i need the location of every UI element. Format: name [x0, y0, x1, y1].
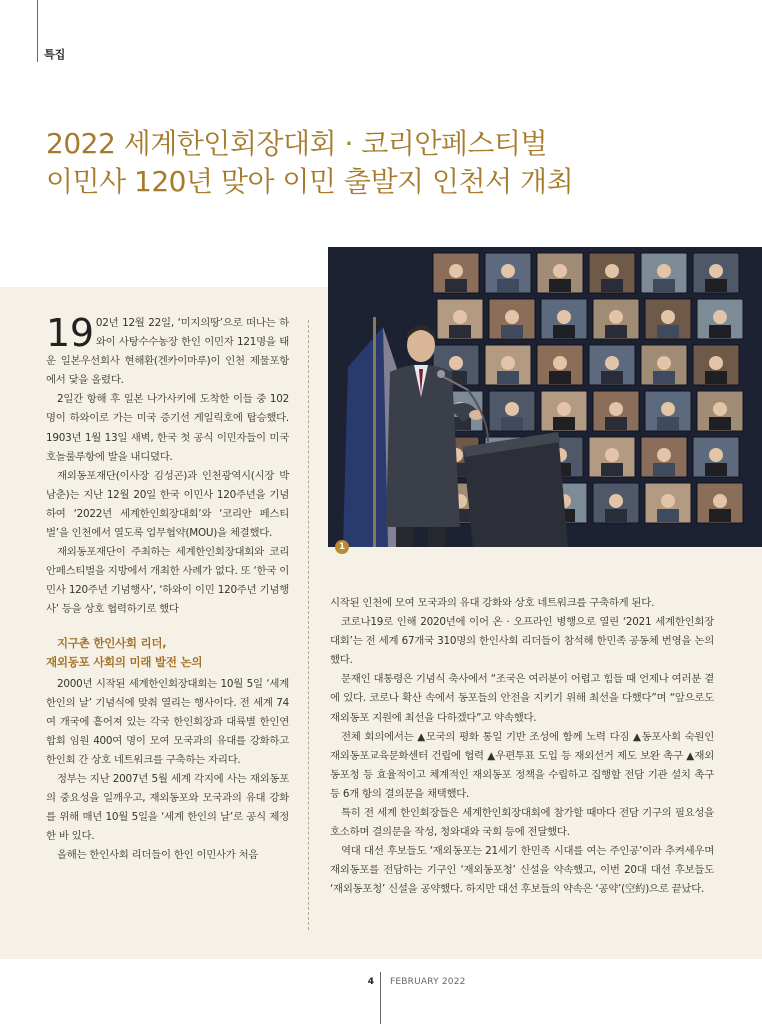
paragraph: 특히 전 세계 한인회장들은 세계한인회장대회에 참가할 때마다 전담 기구의 필요성을 호소하며 결의문을 작성, 청와대와 국회 등에 전달했다.	[330, 807, 714, 839]
video-tile-face	[553, 356, 567, 370]
video-tile-face	[661, 402, 675, 416]
video-tile-body	[657, 325, 679, 338]
video-tile-body	[605, 509, 627, 522]
paragraph: 코로나19로 인해 2020년에 이어 온 · 오프라인 병행으로 열린 ‘2021 세계한인회장대회’는 전 세계 67개국 310명의 한인사회 리더들이 참석해 한민족 공동체 번영을 논의했다.	[330, 616, 714, 667]
right-column	[330, 594, 714, 900]
video-tile-body	[601, 463, 623, 476]
video-tile-body	[553, 325, 575, 338]
video-tile-body	[553, 417, 575, 430]
section-label: 특집	[44, 48, 66, 61]
issue-date: FEBRUARY 2022	[390, 977, 466, 987]
video-tile-body	[705, 371, 727, 384]
video-tile-face	[713, 402, 727, 416]
video-tile-body	[657, 417, 679, 430]
paragraph: 문재인 대통령은 기념식 축사에서 “조국은 여러분이 어렵고 힘들 때 언제나 여러분 곁에 있다. 코로나 확산 속에서 동포들의 안전을 지키기 위해 최선을 다했다”며 “앞으로도 재외동포 지원에 최선을 다하겠다”고 약속했다.	[330, 673, 714, 724]
subheading-line-2: 재외동포 사회의 미래 발전 논의	[46, 654, 203, 669]
video-tile-body	[709, 509, 731, 522]
video-tile-body	[501, 417, 523, 430]
video-tile-body	[549, 371, 571, 384]
footer-rule	[380, 972, 381, 1024]
video-tile-body	[445, 279, 467, 292]
photo-illustration	[328, 247, 762, 547]
video-tile-face	[557, 402, 571, 416]
video-tile-face	[501, 264, 515, 278]
paragraph: 재외동포재단이 주최하는 세계한인회장대회와 코리안페스티벌을 지방에서 개최한 사례가 없다. 또 ‘한국 이민사 120주년 기념행사’, ‘하와이 이민 120주년 기념행사’ 등을 상호 협력하기로 했다	[46, 546, 289, 616]
photo-number-badge: 1	[335, 540, 349, 554]
video-tile-face	[449, 356, 463, 370]
conference-photo	[328, 247, 762, 547]
paragraph: 정부는 지난 2007년 5월 세계 각지에 사는 재외동포의 중요성을 일깨우고, 재외동포와 모국과의 유대 강화를 위해 매년 10월 5일을 ‘세계 한인의 날’로 공식 제정한 바 있다.	[46, 772, 289, 843]
video-tile-body	[449, 325, 471, 338]
subheading-line-1: 지구촌 한인사회 리더,	[57, 635, 167, 650]
video-tile-face	[449, 264, 463, 278]
video-tile-face	[605, 264, 619, 278]
video-tile-face	[609, 494, 623, 508]
video-tile-face	[505, 310, 519, 324]
title-line-2: 이민사 120년 맞아 이민 출발지 인천서 개최	[46, 165, 574, 198]
video-tile-body	[549, 279, 571, 292]
video-tile-face	[557, 310, 571, 324]
video-tile-face	[709, 356, 723, 370]
video-tile-face	[709, 264, 723, 278]
video-tile-body	[653, 279, 675, 292]
video-tile-face	[661, 310, 675, 324]
header-rule	[37, 0, 38, 62]
drop-cap: 19	[46, 311, 94, 355]
column-divider	[308, 320, 309, 930]
video-tile-face	[609, 310, 623, 324]
paragraph: 02년 12월 22일, ‘미지의땅’으로 떠나는 하와이 사탕수수농장 한인 이민자 121명을 태운 일본우선회사 현해환(겐카이마루)이 인천 제물포항에서 닻을 올렸다.	[46, 317, 289, 387]
paragraph: 재외동포재단(이사장 김성곤)과 인천광역시(시장 박남춘)는 지난 12월 20일 한국 이민사 120주년을 기념하여 ‘2022년 세계한인회장대회’와 ‘코리안 페스티벌’을 인천에서 열도록 업무협약(MOU)을 체결했다.	[46, 469, 289, 540]
video-tile-face	[657, 356, 671, 370]
video-tile-face	[501, 356, 515, 370]
video-tile-body	[657, 509, 679, 522]
video-tile-face	[605, 356, 619, 370]
video-tile-body	[501, 325, 523, 338]
paragraph: 2000년 시작된 세계한인회장대회는 10월 5일 ‘세계한인의 날’ 기념식에 맞춰 열리는 행사이다. 전 세계 74여 개국에 흩어져 있는 각국 한인회장과 대륙별 한인연합회 임원 400여 명이 모여 모국과의 유대를 강화하고 한인회 간 상호 네트워크를 구축하는 자리다.	[46, 677, 289, 766]
video-tile-body	[705, 279, 727, 292]
video-tile-face	[709, 448, 723, 462]
video-tile-body	[601, 371, 623, 384]
video-tile-body	[605, 417, 627, 430]
video-tile-face	[713, 310, 727, 324]
video-tile-body	[653, 463, 675, 476]
video-tile-face	[505, 402, 519, 416]
title-line-1: 2022 세계한인회장대회 · 코리안페스티벌	[46, 127, 548, 160]
video-tile-face	[605, 448, 619, 462]
video-tile-body	[497, 371, 519, 384]
left-column	[46, 311, 289, 865]
video-tile-body	[709, 325, 731, 338]
video-tile-body	[497, 279, 519, 292]
subheading	[46, 634, 289, 672]
lead-paragraph	[46, 311, 289, 390]
video-tile-body	[709, 417, 731, 430]
paragraph: 2일간 항해 후 일본 나가사키에 도착한 이들 중 102명이 하와이로 가는 미국 증기선 게일릭호에 탑승했다. 1903년 1월 13일 새벽, 한국 첫 공식 이민자들이 미국 호놀룰루항에 발을 내디뎠다.	[46, 393, 289, 463]
paragraph: 역대 대선 후보들도 ‘재외동포는 21세기 한민족 시대를 여는 주인공’이라 추켜세우며 재외동포를 전담하는 기구인 ‘재외동포청’ 신설을 약속했고, 이번 20대 대선 후보들도 ‘재외동포청’ 신설을 공약했다. 하지만 대선 후보들의 약속은 ‘공약’(空約)으로 끝났다.	[330, 845, 714, 896]
page-number: 4	[367, 977, 374, 987]
video-tile-body	[705, 463, 727, 476]
video-tile-face	[657, 264, 671, 278]
video-tile-body	[601, 279, 623, 292]
paragraph: 전체 회의에서는 ▲모국의 평화 통일 기반 조성에 함께 노력 다짐 ▲동포사회 숙원인 재외동포교육문화센터 건립에 협력 ▲우편투표 도입 등 재외선거 제도 보완 촉구 ▲재외동포청 등 효율적이고 체계적인 재외동포 정책을 수립하고 집행할 전담 기관 설치 촉구 등 6개 항의 결의문을 채택했다.	[330, 730, 714, 800]
article-title	[46, 125, 726, 201]
video-tile-face	[453, 310, 467, 324]
paragraph: 올해는 한인사회 리더들이 한인 이민사가 처음	[57, 849, 259, 862]
paragraph: 시작된 인천에 모여 모국과의 유대 강화와 상호 네트워크를 구축하게 된다.	[330, 597, 655, 609]
video-tile-face	[661, 494, 675, 508]
video-tile-body	[605, 325, 627, 338]
video-tile-face	[609, 402, 623, 416]
video-tile-face	[713, 494, 727, 508]
video-tile-face	[553, 264, 567, 278]
video-tile-body	[653, 371, 675, 384]
video-tile-face	[657, 448, 671, 462]
